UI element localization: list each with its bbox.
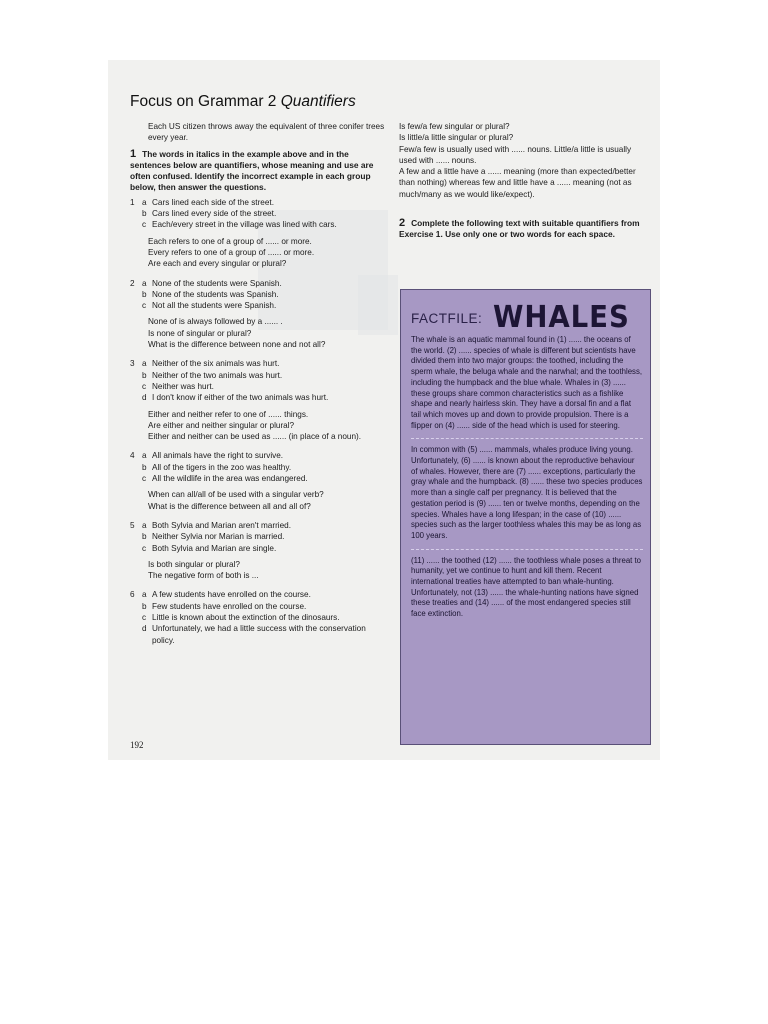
item-text: All the wildlife in the area was endangered. xyxy=(152,474,308,484)
group-number xyxy=(130,473,142,484)
exercise-1-heading: 1 The words in italics in the example above and in the sentences below are quantifiers, whose meaning and use are often confused. Identify the incorrect example in each group below, then answer the questions. xyxy=(130,147,374,193)
factfile-header xyxy=(411,300,641,335)
exercise-item xyxy=(130,370,390,381)
group-number xyxy=(130,370,142,381)
group-question: What is the difference between all and all of? xyxy=(148,501,311,511)
group-number: 3 xyxy=(130,359,135,369)
item-text: Not all the students were Spanish. xyxy=(152,301,277,311)
item-letter: b xyxy=(142,462,147,472)
item-text: All of the tigers in the zoo was healthy. xyxy=(152,462,292,472)
exercise-item xyxy=(130,358,390,369)
exercise-item xyxy=(130,450,390,461)
exercise-group xyxy=(130,278,390,356)
item-letter: c xyxy=(142,612,147,622)
item-letter: c xyxy=(142,543,147,553)
item-letter: b xyxy=(142,209,147,219)
group-number: 5 xyxy=(130,520,135,530)
exercise-item xyxy=(130,531,390,542)
factfile-divider xyxy=(411,549,643,550)
group-number xyxy=(130,612,142,623)
group-number: 4 xyxy=(130,451,135,461)
factfile-paragraph: (11) ...... the toothed (12) ...... the toothless whale poses a threat to humanity, yet we continue to hunt and kill them. Recent international treaties have attempted to ban whale-hunting. Unfortunately, not (13) ...... the whale-hunting nations have signed these treaties and (14) ...... of the most endangered species still face extinction. xyxy=(411,555,641,619)
whales-factfile xyxy=(400,289,651,745)
exercise-item xyxy=(130,601,390,612)
group-question: The negative form of both is ... xyxy=(148,571,259,581)
right-question: Is few/a few singular or plural? xyxy=(399,122,510,131)
exercise-item xyxy=(130,392,390,403)
factfile-title: WHALES xyxy=(492,300,630,335)
right-question: Few/a few is usually used with ...... nouns. Little/a little is usually used with ...... nouns. xyxy=(399,144,632,165)
exercise-group xyxy=(130,358,390,447)
item-letter: a xyxy=(142,359,147,369)
group-number xyxy=(130,219,142,230)
textbook-page xyxy=(108,60,660,760)
item-text: Cars lined each side of the street. xyxy=(152,197,274,207)
page-number: 192 xyxy=(130,740,144,750)
item-text: None of the students was Spanish. xyxy=(152,289,279,299)
example-sentence: Each US citizen throws away the equivalent of three conifer trees every year. xyxy=(148,122,385,143)
exercise-item xyxy=(130,197,390,208)
factfile-divider xyxy=(411,438,643,439)
item-letter: c xyxy=(142,220,147,230)
item-letter: c xyxy=(142,381,147,391)
item-text: A few students have enrolled on the course. xyxy=(152,590,311,600)
factfile-body xyxy=(411,335,643,627)
group-number xyxy=(130,208,142,219)
item-text: Each/every street in the village was lined with cars. xyxy=(152,220,337,230)
title-main: Focus on Grammar 2 xyxy=(130,93,277,110)
item-letter: b xyxy=(142,370,147,380)
title-italic: Quantifiers xyxy=(280,93,356,110)
factfile-paragraph: In common with (5) ...... mammals, whales produce living young. Unfortunately, (6) ...... is known about the reproductive behaviour of whales. However, there are (7) ...... exceptions, particularly the gray whale and the humpback. (8) ...... these two species produces more than a single calf per pregnancy. It is believed that the gestation period is (9) ...... ten or twelve months, depending on the species. Whales have a long lifespan; in the case of (10) ...... species such as the larger toothless whales this may be as long as 100 years. xyxy=(411,445,643,540)
item-text: Both Sylvia and Marian aren't married. xyxy=(152,520,291,530)
item-text: Neither Sylvia nor Marian is married. xyxy=(152,532,285,542)
group-number xyxy=(130,623,142,646)
item-letter: a xyxy=(142,520,147,530)
right-question: Is little/a little singular or plural? xyxy=(399,133,514,143)
item-letter: a xyxy=(142,197,147,207)
item-letter: c xyxy=(142,301,147,311)
item-text: Neither of the two animals was hurt. xyxy=(152,370,283,380)
group-number xyxy=(130,543,142,554)
item-letter: b xyxy=(142,601,147,611)
group-number xyxy=(130,531,142,542)
item-text: Unfortunately, we had a little success with the conservation policy. xyxy=(152,624,366,645)
item-letter: b xyxy=(142,532,147,542)
page-title xyxy=(130,93,356,111)
exercise-item xyxy=(130,278,390,289)
item-letter: a xyxy=(142,278,147,288)
exercise-item xyxy=(130,520,390,531)
exercise-item xyxy=(130,473,390,484)
exercise-group xyxy=(130,520,390,586)
exercise-group xyxy=(130,197,390,275)
item-letter: c xyxy=(142,474,147,484)
factfile-paragraph: The whale is an aquatic mammal found in (1) ...... the oceans of the world. (2) ...... species of whale is different but scientists have divided them into two major groups: the toothed, including the sperm whale, the beluga whale and the narwhal; and the toothless, including the humpback and the blue whale. Whales in (3) ...... these groups share common characteristics such as a fishlike shape and nearly hairless skin. They have a dorsal fin and a flat tail which moves up and down to provide propulsion. There is a flipper on (4) ...... side of the head which is used for steering. xyxy=(411,335,643,430)
item-letter: d xyxy=(142,624,147,634)
group-question: Is both singular or plural? xyxy=(148,559,240,569)
group-number xyxy=(130,300,142,311)
item-text: All animals have the right to survive. xyxy=(152,451,284,461)
exercise-item xyxy=(130,589,390,600)
group-number xyxy=(130,289,142,300)
item-letter: b xyxy=(142,289,147,299)
exercise-item xyxy=(130,219,390,230)
exercise-item xyxy=(130,623,390,646)
group-number xyxy=(130,381,142,392)
group-number xyxy=(130,601,142,612)
item-text: Cars lined every side of the street. xyxy=(152,209,277,219)
few-little-questions xyxy=(399,121,649,200)
factfile-label: FACTFILE: xyxy=(411,311,483,326)
item-text: I don't know if either of the two animals was hurt. xyxy=(152,393,329,403)
item-text: Few students have enrolled on the course. xyxy=(152,601,307,611)
exercise-item xyxy=(130,381,390,392)
left-column xyxy=(130,121,390,651)
group-question: Is none of singular or plural? xyxy=(148,328,252,338)
item-letter: a xyxy=(142,590,147,600)
group-number xyxy=(130,462,142,473)
group-question: Either and neither can be used as ...... (in place of a noun). xyxy=(148,432,362,442)
group-number: 2 xyxy=(130,278,135,288)
group-question: Either and neither refer to one of ...... things. xyxy=(148,409,309,419)
exercise-item xyxy=(130,300,390,311)
group-question: Are either and neither singular or plural? xyxy=(148,420,295,430)
exercise-item xyxy=(130,462,390,473)
item-text: Both Sylvia and Marian are single. xyxy=(152,543,277,553)
exercise-1-groups xyxy=(130,197,390,651)
group-question: When can all/all of be used with a singular verb? xyxy=(148,490,324,500)
group-number: 6 xyxy=(130,590,135,600)
exercise-item xyxy=(130,289,390,300)
exercise-group xyxy=(130,589,390,650)
group-question: None of is always followed by a ...... . xyxy=(148,317,283,327)
right-question: A few and a little have a ...... meaning (more than expected/better than nothing) whereas few and little have a ...... meaning (not as much/many as we would like/expect). xyxy=(399,167,636,199)
group-question: Each refers to one of a group of ...... or more. xyxy=(148,236,312,246)
item-text: Little is known about the extinction of the dinosaurs. xyxy=(152,612,340,622)
group-question: Are each and every singular or plural? xyxy=(148,259,287,269)
exercise-1-number: 1 xyxy=(130,147,137,160)
exercise-item xyxy=(130,612,390,623)
item-text: Neither was hurt. xyxy=(152,381,214,391)
item-text: None of the students were Spanish. xyxy=(152,278,282,288)
item-text: Neither of the six animals was hurt. xyxy=(152,359,280,369)
group-number xyxy=(130,392,142,403)
group-question: What is the difference between none and not all? xyxy=(148,340,326,350)
exercise-2-number: 2 xyxy=(399,217,406,230)
right-column xyxy=(399,121,649,241)
item-letter: d xyxy=(142,393,147,403)
exercise-item xyxy=(130,208,390,219)
group-number: 1 xyxy=(130,197,135,207)
group-question: Every refers to one of a group of ...... or more. xyxy=(148,247,315,257)
item-letter: a xyxy=(142,451,147,461)
exercise-2-heading: 2 Complete the following text with suitable quantifiers from Exercise 1. Use only one or two words for each space. xyxy=(399,217,640,240)
exercise-group xyxy=(130,450,390,516)
exercise-item xyxy=(130,543,390,554)
